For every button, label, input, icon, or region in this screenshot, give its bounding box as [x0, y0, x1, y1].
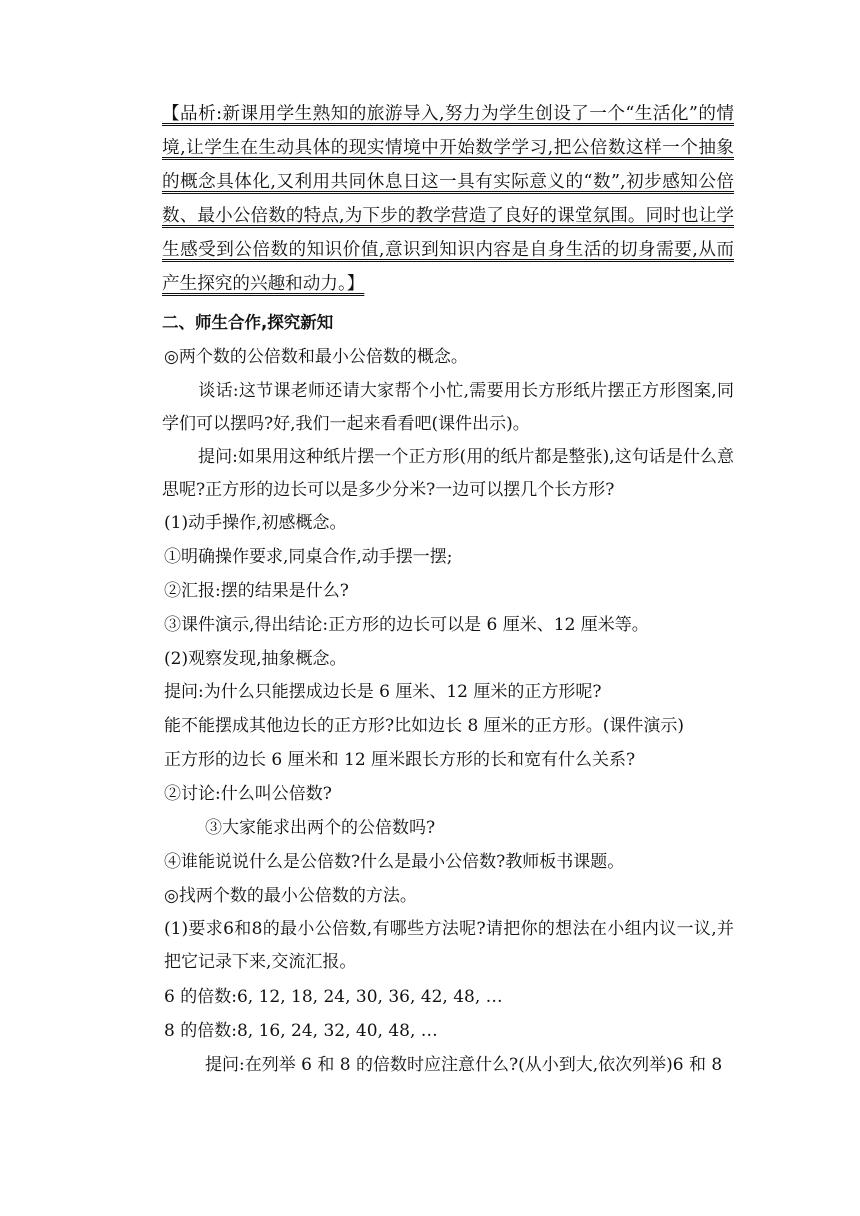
step2d-text: ④谁能说说什么是公倍数?什么是最小公倍数?教师板书课题。 [164, 852, 625, 872]
multiples-of-8: 8 的倍数:8, 16, 24, 32, 40, 48, … [164, 1021, 438, 1041]
question1-paragraph [162, 441, 734, 507]
commentary-text: 【品析:新课用学生熟知的旅游导入,努力为学生创设了一个“生活化”的情境,让学生在生动具体的现实情境中开始数学学习,把公倍数这样一个抽象的概念具体化,又利用共同休息日这一具有实际意义的“数”,初步感知公倍数、最小公倍数的特点,为下步的教学营造了良好的课堂氛围。同时也让学生感受到公倍数的知识价值,意识到知识内容是自身生活的切身需要,从而产生探究的兴趣和动力。】 [162, 104, 734, 294]
commentary-block [162, 97, 734, 301]
step1-heading: (1)动手操作,初感概念。 [164, 513, 347, 533]
step2-question2: 能不能摆成其他边长的正方形?比如边长 8 厘米的正方形。(课件演示) [164, 716, 685, 736]
question1-text: 提问:如果用这种纸片摆一个正方形(用的纸片都是整张),这句话是什么意思呢?正方形的边长可以是多少分米?一边可以摆几个长方形? [162, 447, 734, 500]
step2b-text: ②讨论:什么叫公倍数? [164, 784, 332, 804]
step2-question3: 正方形的边长 6 厘米和 12 厘米跟长方形的长和宽有什么关系? [164, 750, 636, 770]
step1c-text: ③课件演示,得出结论:正方形的边长可以是 6 厘米、12 厘米等。 [164, 615, 649, 635]
multiples-of-6: 6 的倍数:6, 12, 18, 24, 30, 36, 42, 48, … [164, 987, 503, 1007]
question-last: 提问:在列举 6 和 8 的倍数时应注意什么?(从小到大,依次列举)6 和 8 [205, 1055, 723, 1075]
talk-text: 谈话:这节课老师还请大家帮个小忙,需要用长方形纸片摆正方形图案,同学们可以摆吗?好,我们一起来看看吧(课件出示)。 [162, 381, 734, 434]
step2-question: 提问:为什么只能摆成边长是 6 厘米、12 厘米的正方形呢? [164, 682, 602, 702]
concept-title: ◎两个数的公倍数和最小公倍数的概念。 [164, 347, 468, 367]
step2c-text: ③大家能求出两个的公倍数吗? [205, 818, 436, 838]
step2-heading: (2)观察发现,抽象概念。 [164, 649, 347, 669]
talk-paragraph [162, 375, 734, 441]
method1-text: (1)要求6和8的最小公倍数,有哪些方法呢?请把你的想法在小组内议一议,并把它记录下来,交流汇报。 [164, 919, 734, 972]
section-heading: 二、师生合作,探究新知 [162, 313, 334, 332]
step1a-text: ①明确操作要求,同桌合作,动手摆一摆; [164, 547, 453, 567]
method1-paragraph [164, 913, 734, 979]
method-title: ◎找两个数的最小公倍数的方法。 [164, 886, 417, 906]
step1b-text: ②汇报:摆的结果是什么? [164, 581, 349, 601]
